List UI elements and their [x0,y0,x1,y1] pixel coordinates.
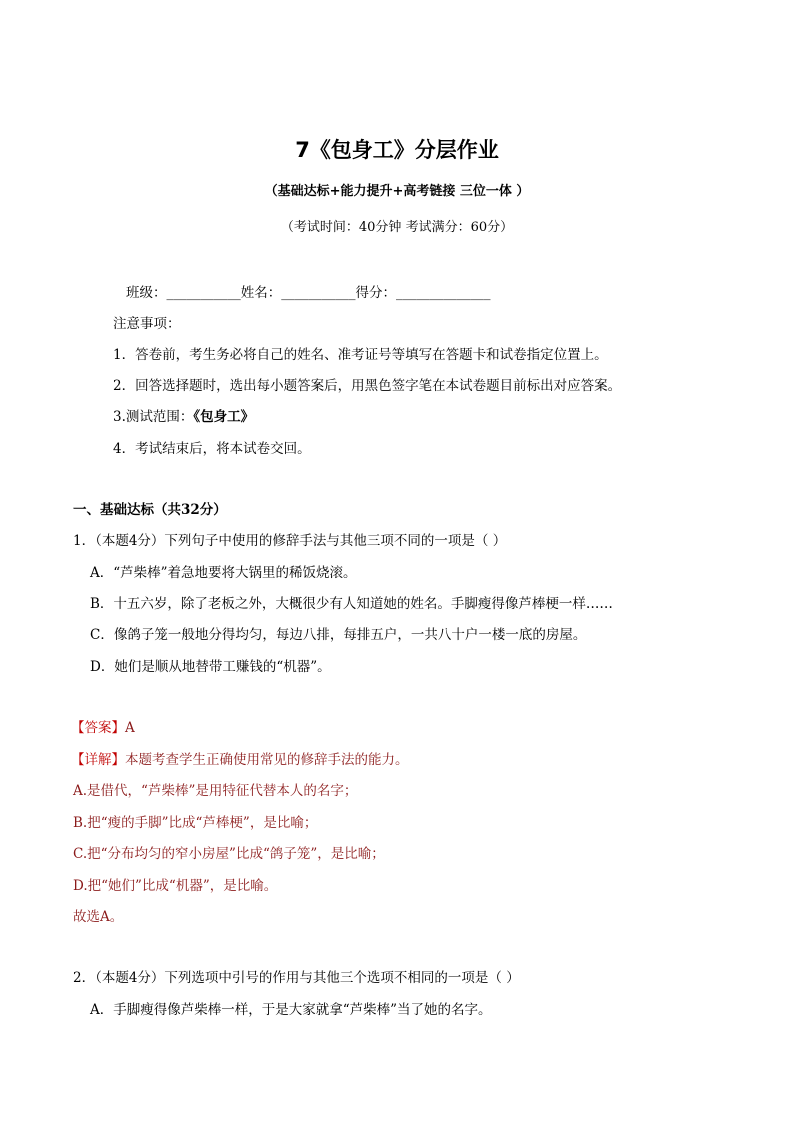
question-2-option-a: A．手脚瘦得像芦柴棒一样，于是大家就拿“芦柴棒”当了她的名字。 [90,1002,492,1018]
explanation-b: B.把“瘦的手脚”比成“芦棒梗”，是比喻； [73,815,318,831]
detail-label: 【详解】 [71,752,125,768]
question-1-detail [71,748,409,768]
question-1-option-b: B．十五六岁，除了老板之外，大概很少有人知道她的姓名。手脚瘦得像芦棒梗一样…… [90,596,613,612]
explanation-conclusion: 故选A。 [73,909,124,925]
answer-value: A [125,720,135,736]
explanation-c: C.把“分布均匀的窄小房屋”比成“鸽子笼”，是比喻； [73,846,385,862]
question-1-option-c: C．像鸽子笼一般地分得均匀，每边八排，每排五户，一共八十户一楼一底的房屋。 [90,627,587,643]
notice-item-4: 4．考试结束后，将本试卷交回。 [113,441,311,457]
question-1-stem: 1．（本题4分）下列句子中使用的修辞手法与其他三项不同的一项是（ ） [73,533,507,549]
notice-item-1: 1．答卷前，考生务必将自己的姓名、准考证号等填写在答题卡和试卷指定位置上。 [113,347,608,363]
question-1-option-a: A．“芦柴棒”着急地要将大锅里的稀饭烧滚。 [90,565,357,581]
exam-info: （考试时间：40分钟 考试满分：60分） [280,220,514,235]
explanation-d: D.把“她们”比成“机器”，是比喻。 [73,878,278,894]
notice-heading: 注意事项： [113,316,181,332]
explanation-a: A.是借代，“芦柴棒”是用特征代替本人的名字； [73,783,358,799]
answer-label: 【答案】 [71,720,125,736]
student-info-fields: 班级：___________姓名：___________得分：______________ [126,285,491,301]
notice-item-2: 2．回答选择题时，选出每小题答案后，用黑色签字笔在本试卷题目前标出对应答案。 [113,378,622,394]
section-heading: 一、基础达标（共32分） [73,502,227,518]
detail-text: 本题考查学生正确使用常见的修辞手法的能力。 [125,752,409,768]
notice-item-3 [113,405,254,425]
test-scope-value: 《包身工》 [193,409,255,425]
document-subtitle: （基础达标+能力提升+高考链接 三位一体 ） [264,184,530,199]
question-1-option-d: D．她们是顺从地替带工赚钱的“机器”。 [90,659,331,675]
question-2-stem: 2．（本题4分）下列选项中引号的作用与其他三个选项不相同的一项是（ ） [73,970,520,986]
notice-item-3-label: 3.测试范围： [113,409,194,425]
document-title: 7《包身工》分层作业 [295,138,499,162]
question-1-answer [71,716,135,736]
